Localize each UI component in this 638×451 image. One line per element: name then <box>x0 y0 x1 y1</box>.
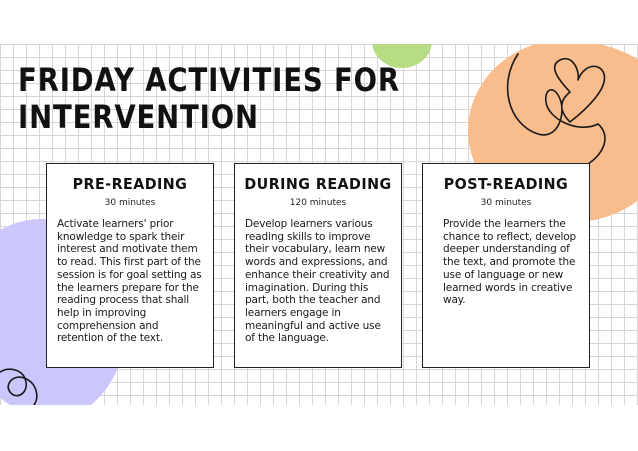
card-heading: DURING READING <box>244 175 392 193</box>
card-duration: 120 minutes <box>289 198 347 208</box>
card-post-reading <box>422 163 590 368</box>
card-during-reading <box>234 163 402 368</box>
title-line-1: FRIDAY ACTIVITIES FOR <box>18 61 400 99</box>
card-duration: 30 minutes <box>480 198 532 208</box>
card-pre-reading <box>46 163 214 368</box>
card-body: Develop learners various reading skills to improve their vocabulary, learn new words and expressions, and enhance their creativity and imagination. During this part, both the teacher and learners engage in meaningful and active use of the language. <box>245 218 390 345</box>
slide <box>0 44 638 405</box>
title-line-2: INTERVENTION <box>18 98 259 136</box>
card-heading: PRE-READING <box>72 175 188 193</box>
card-body: Activate learners' prior knowledge to spark their interest and motivate them to read. This first part of the session is for goal setting as the learners prepare for the reading process that shall help in improving comprehension and retention of the text. <box>57 218 202 345</box>
page-title <box>18 62 400 136</box>
card-heading: POST-READING <box>443 175 569 193</box>
card-duration: 30 minutes <box>104 198 156 208</box>
card-body: Provide the learners the chance to reflect, develop deeper understanding of the text, and promote the use of language or new learned words in creative way. <box>443 218 577 307</box>
